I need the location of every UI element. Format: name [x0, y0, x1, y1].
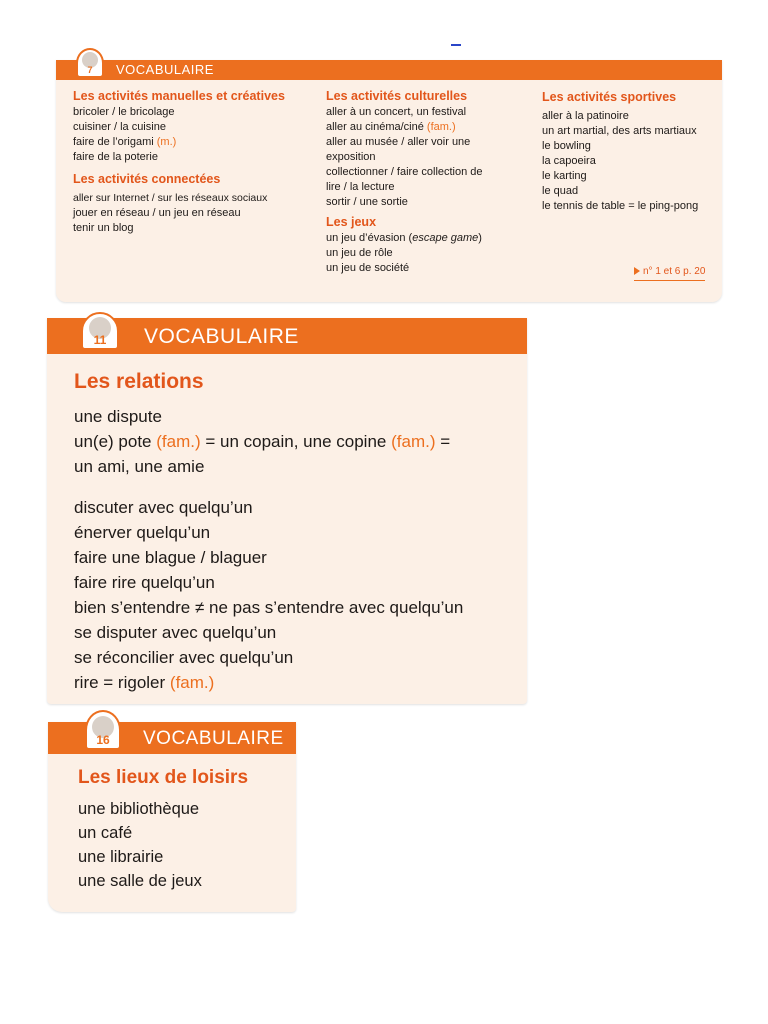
list-item: faire rire quelqu’un — [74, 573, 215, 592]
vocab-title: VOCABULAIRE — [143, 728, 284, 749]
list-item: la capoeira — [542, 155, 596, 167]
list-item: rire = rigoler (fam.) — [74, 673, 215, 692]
lieux-content — [78, 765, 293, 893]
badge-number: 11 — [93, 333, 107, 347]
badge-number: 7 — [87, 65, 93, 75]
list-item: le quad — [542, 185, 579, 197]
list-item: bien s’entendre ≠ ne pas s’entendre avec quelqu’un — [74, 598, 464, 617]
heading-lieux: Les lieux de loisirs — [78, 767, 249, 788]
vocab-title: VOCABULAIRE — [116, 62, 214, 77]
list-item: aller à un concert, un festival — [326, 106, 467, 118]
list-item: collectionner / faire collection de — [326, 166, 483, 178]
list-item: un jeu d’évasion (escape game) — [326, 232, 482, 244]
vocab-title: VOCABULAIRE — [144, 325, 299, 348]
vocab-box-11 — [47, 318, 527, 704]
exercise-reference-link[interactable]: n° 1 et 6 p. 20 — [634, 265, 705, 281]
heading-sportives: Les activités sportives — [542, 90, 677, 104]
fam-tag: (fam.) — [391, 432, 436, 451]
list-item: un ami, une amie — [74, 457, 205, 476]
column-3 — [542, 89, 717, 214]
list-jeux — [326, 231, 536, 276]
list-lieux — [78, 797, 293, 893]
list-item: jouer en réseau / un jeu en réseau — [73, 207, 241, 219]
fam-tag: (fam.) — [156, 432, 201, 451]
vocab-box-16 — [48, 722, 296, 912]
column-1 — [73, 88, 323, 236]
list-item: une librairie — [78, 848, 164, 866]
fam-tag: (fam.) — [169, 673, 215, 692]
list-connectees — [73, 191, 323, 236]
list-item: un jeu de rôle — [326, 247, 393, 259]
list-item: faire une blague / blaguer — [74, 548, 267, 567]
list-item: bricoler / le bricolage — [73, 106, 175, 118]
list-item: sortir / une sortie — [326, 196, 408, 208]
list-manuelles — [73, 105, 323, 165]
list-item: aller sur Internet / sur les réseaux sociaux — [73, 192, 268, 204]
fam-tag: (m.) — [156, 136, 177, 148]
fam-tag: (fam.) — [426, 121, 456, 133]
list-item: aller à la patinoire — [542, 110, 629, 122]
list-sportives — [542, 109, 717, 214]
list-item: le karting — [542, 170, 587, 182]
heading-relations: Les relations — [74, 370, 204, 393]
top-mark — [451, 44, 461, 46]
list-culturelles — [326, 105, 536, 210]
list-item: cuisiner / la cuisine — [73, 121, 166, 133]
list-item: une salle de jeux — [78, 872, 202, 890]
list-item: un jeu de société — [326, 262, 410, 274]
list-item: énerver quelqu’un — [74, 523, 211, 542]
vocab-box-7 — [56, 60, 722, 302]
list-item: exposition — [326, 151, 376, 163]
list-item: une dispute — [74, 407, 162, 426]
list-verbes — [74, 495, 524, 695]
list-item: un art martial, des arts martiaux — [542, 125, 697, 137]
list-item: aller au musée / aller voir une — [326, 136, 471, 148]
cd-badge — [76, 48, 104, 78]
list-item: aller au cinéma/ciné (fam.) — [326, 121, 456, 133]
list-item: discuter avec quelqu’un — [74, 498, 253, 517]
list-item: une bibliothèque — [78, 800, 200, 818]
heading-jeux: Les jeux — [326, 215, 377, 229]
list-item: lire / la lecture — [326, 181, 395, 193]
heading-manuelles: Les activités manuelles et créatives — [73, 89, 285, 103]
heading-culturelles: Les activités culturelles — [326, 89, 468, 103]
heading-connectees: Les activités connectées — [73, 172, 221, 186]
list-item: se réconcilier avec quelqu’un — [74, 648, 294, 667]
cd-badge — [81, 312, 119, 350]
list-item: faire de la poterie — [73, 151, 158, 163]
play-arrow-icon — [634, 267, 640, 275]
list-item: tenir un blog — [73, 222, 134, 234]
badge-number: 16 — [96, 733, 110, 747]
cd-badge — [85, 710, 121, 750]
list-item: un café — [78, 824, 133, 842]
list-item: se disputer avec quelqu’un — [74, 623, 277, 642]
relations-content — [74, 368, 524, 695]
list-item: faire de l’origami (m.) — [73, 136, 177, 148]
list-item: le bowling — [542, 140, 591, 152]
list-item: un(e) pote (fam.) = un copain, une copine (fam.) = — [74, 432, 451, 451]
column-2 — [326, 88, 536, 276]
list-item: le tennis de table = le ping-pong — [542, 200, 699, 212]
